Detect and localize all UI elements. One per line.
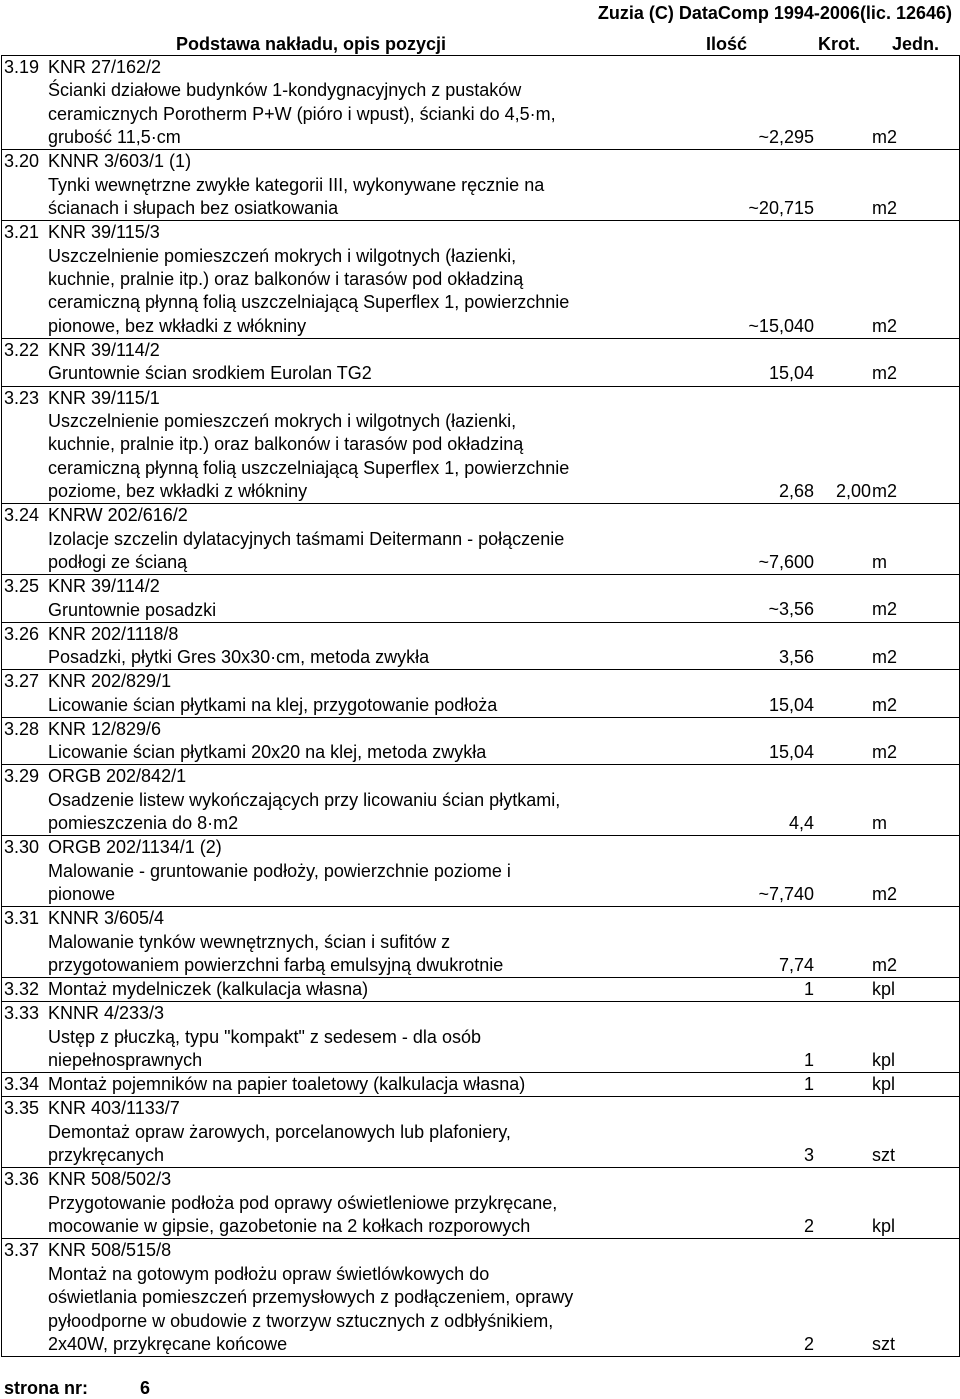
position-number: 3.30 — [4, 837, 40, 858]
position-description: Licowanie ścian płytkami 20x20 na klej, metoda zwykła — [48, 742, 487, 763]
quantity-value: 7,74 — [778, 954, 814, 975]
position-code: KNR 39/115/1 — [48, 387, 160, 408]
column-header-unit: Jedn. — [892, 34, 940, 54]
position-code: Montaż mydelniczek (kalkulacja własna) — [48, 979, 369, 1000]
position-code: KNR 202/1118/8 — [48, 623, 179, 644]
position-code: KNR 39/115/3 — [48, 222, 160, 243]
table-row — [2, 1001, 959, 1072]
position-number: 3.24 — [4, 505, 40, 526]
position-code: KNR 202/829/1 — [48, 671, 172, 692]
table-row — [2, 977, 959, 1001]
position-number: 3.29 — [4, 766, 40, 787]
position-number: 3.26 — [4, 623, 40, 644]
quantity-value: 15,04 — [768, 694, 814, 715]
table-row — [2, 669, 959, 717]
position-description: Posadzki, płytki Gres 30x30·cm, metoda zwykła — [48, 647, 430, 668]
quantity-value: 15,04 — [768, 363, 814, 384]
table-row — [2, 1072, 959, 1096]
position-number: 3.28 — [4, 718, 40, 739]
position-description: Tynki wewnętrzne zwykłe kategorii III, wykonywane ręcznie na ścianach i słupach bez osiatkowania — [48, 174, 545, 219]
cost-estimate-table — [1, 55, 960, 1357]
position-number: 3.32 — [4, 979, 40, 1000]
table-row — [2, 574, 959, 622]
table-row — [2, 338, 959, 386]
position-description: Malowanie tynków wewnętrznych, ścian i sufitów z przygotowaniem powierzchni farbą emulsyjną dwukrotnie — [48, 931, 504, 976]
position-number: 3.25 — [4, 576, 40, 597]
unit-value: m2 — [872, 363, 898, 384]
column-header-krot: Krot. — [818, 34, 860, 54]
position-description: Montaż na gotowym podłożu opraw świetlówkowych do oświetlania pomieszczeń przemysłowych z podłączeniem, oprawy pyłoodporne w obudowie z tworzyw sztucznych z odbłyśnikiem, 2x40W, przykręcane końcowe — [48, 1263, 574, 1354]
unit-value: m — [872, 551, 887, 572]
table-row — [2, 386, 959, 504]
position-description: Ustęp z płuczką, typu "kompakt" z sedesem - dla osób niepełnosprawnych — [48, 1026, 481, 1071]
table-row — [2, 717, 959, 765]
position-number: 3.35 — [4, 1098, 40, 1119]
quantity-value: 2,68 — [778, 480, 814, 501]
unit-value: m2 — [872, 883, 898, 904]
position-code: KNNR 3/605/4 — [48, 908, 165, 929]
position-number: 3.20 — [4, 151, 40, 172]
table-row — [2, 1167, 959, 1238]
unit-value: m — [872, 812, 887, 833]
position-description: Uszczelnienie pomieszczeń mokrych i wilgotnych (łazienki, kuchnie, pralnie itp.) oraz balkonów i tarasów pod okładziną ceramiczną płynną folią uszczelniającą Superflex 1, powierzchnie pionowe, bez wkładki z włókniny — [48, 245, 570, 336]
position-description: Gruntownie ścian srodkiem Eurolan TG2 — [48, 363, 372, 384]
unit-value: m2 — [872, 480, 898, 501]
position-description: Gruntownie posadzki — [48, 599, 217, 620]
quantity-value: 2 — [803, 1333, 814, 1354]
position-description: Przygotowanie podłoża pod oprawy oświetleniowe przykręcane, mocowanie w gipsie, gazobetonie na 2 kołkach rozporowych — [48, 1192, 558, 1237]
unit-value: kpl — [872, 979, 896, 999]
table-row — [2, 55, 959, 149]
position-number: 3.27 — [4, 671, 40, 692]
unit-value: szt — [872, 1145, 896, 1166]
position-code: ORGB 202/842/1 — [48, 766, 187, 787]
quantity-value: ~2,295 — [758, 126, 814, 147]
position-number: 3.31 — [4, 908, 40, 929]
unit-value: m2 — [872, 126, 898, 147]
page-number: 6 — [140, 1378, 151, 1398]
position-code: KNNR 4/233/3 — [48, 1003, 165, 1024]
table-row — [2, 220, 959, 338]
position-code: KNR 39/114/2 — [48, 340, 160, 361]
quantity-value: 3 — [803, 1145, 814, 1166]
position-code: Montaż pojemników na papier toaletowy (kalkulacja własna) — [48, 1074, 526, 1095]
table-row — [2, 1096, 959, 1167]
page-footer — [4, 1378, 151, 1399]
position-code: KNR 508/515/8 — [48, 1240, 172, 1261]
unit-value: m2 — [872, 742, 898, 763]
unit-value: m2 — [872, 599, 898, 620]
quantity-value: 1 — [803, 1074, 814, 1095]
position-description: Demontaż opraw żarowych, porcelanowych lub plafoniery, przykręcanych — [48, 1121, 511, 1166]
position-number: 3.21 — [4, 222, 40, 243]
table-row — [2, 503, 959, 574]
position-code: KNR 39/114/2 — [48, 576, 160, 597]
position-code: ORGB 202/1134/1 (2) — [48, 837, 222, 858]
column-header-description: Podstawa nakładu, opis pozycji — [176, 34, 447, 54]
unit-value: m2 — [872, 197, 898, 218]
unit-value: szt — [872, 1333, 896, 1354]
quantity-value: ~3,56 — [768, 599, 814, 620]
position-number: 3.22 — [4, 340, 40, 361]
multiplier-value: 2,00 — [835, 480, 871, 501]
quantity-value: ~15,040 — [748, 315, 814, 336]
position-code: KNNR 3/603/1 (1) — [48, 151, 192, 172]
quantity-value: 15,04 — [768, 742, 814, 763]
position-number: 3.37 — [4, 1240, 40, 1261]
quantity-value: ~7,740 — [758, 883, 814, 904]
table-row — [2, 149, 959, 220]
position-code: KNR 27/162/2 — [48, 57, 162, 77]
unit-value: m2 — [872, 646, 898, 667]
position-description: Izolacje szczelin dylatacyjnych taśmami Deitermann - połączenie podłogi ze ścianą — [48, 528, 565, 573]
position-code: KNR 508/502/3 — [48, 1169, 172, 1190]
position-description: Osadzenie listew wykończających przy licowaniu ścian płytkami, pomieszczenia do 8·m2 — [48, 789, 561, 834]
position-number: 3.33 — [4, 1003, 40, 1024]
column-header-quantity: Ilość — [706, 34, 748, 54]
page-number-label: strona nr: — [4, 1378, 89, 1398]
position-number: 3.19 — [4, 57, 40, 77]
unit-value: kpl — [872, 1049, 896, 1070]
unit-value: m2 — [872, 694, 898, 715]
position-number: 3.36 — [4, 1169, 40, 1190]
quantity-value: 2 — [803, 1215, 814, 1236]
table-row — [2, 906, 959, 977]
position-description: Ścianki działowe budynków 1-kondygnacyjnych z pustaków ceramicznych Porotherm P+W (pióro i wpust), ścianki do 4,5·m, grubość 11,5·cm — [48, 80, 556, 148]
table-row — [2, 764, 959, 835]
table-row — [2, 835, 959, 906]
quantity-value: ~20,715 — [748, 197, 814, 218]
quantity-value: 1 — [803, 1049, 814, 1070]
position-code: KNRW 202/616/2 — [48, 505, 188, 526]
position-code: KNR 403/1133/7 — [48, 1098, 180, 1119]
table-row — [2, 622, 959, 670]
quantity-value: 1 — [803, 979, 814, 999]
position-number: 3.34 — [4, 1074, 40, 1095]
unit-value: kpl — [872, 1074, 896, 1095]
unit-value: kpl — [872, 1215, 896, 1236]
position-description: Malowanie - gruntowanie podłoży, powierzchnie poziome i pionowe — [48, 860, 511, 905]
position-description: Uszczelnienie pomieszczeń mokrych i wilgotnych (łazienki, kuchnie, pralnie itp.) oraz balkonów i tarasów pod okładziną ceramiczną płynną folią uszczelniającą Superflex 1, powierzchnie poziome, bez wkładki z włókniny — [48, 410, 570, 502]
quantity-value: 4,4 — [788, 812, 814, 833]
unit-value: m2 — [872, 954, 898, 975]
position-code: KNR 12/829/6 — [48, 718, 162, 739]
quantity-value: ~7,600 — [758, 551, 814, 572]
position-number: 3.23 — [4, 387, 40, 408]
unit-value: m2 — [872, 315, 898, 336]
app-title: Zuzia (C) DataComp 1994-2006(lic. 12646) — [597, 3, 952, 23]
position-description: Licowanie ścian płytkami na klej, przygotowanie podłoża — [48, 694, 498, 715]
quantity-value: 3,56 — [778, 646, 814, 667]
table-row — [2, 1238, 959, 1357]
